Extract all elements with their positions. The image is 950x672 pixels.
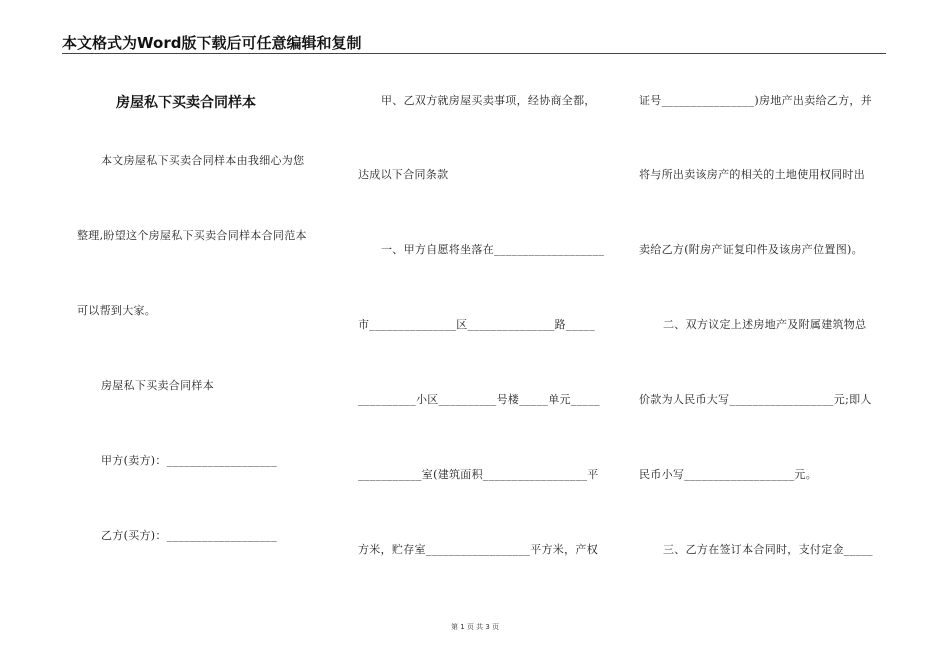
party-a-line: 甲方(卖方)：___________________ xyxy=(101,454,277,467)
clause-line: 卖给乙方(附房产证复印件及该房产位置图)。 xyxy=(639,243,863,256)
section-heading: 房屋私下买卖合同样本 xyxy=(101,379,214,392)
paragraph-line: 可以帮到大家。 xyxy=(77,304,157,317)
paragraph-line: 达成以下合同条款 xyxy=(358,168,449,181)
clause-line: 民币小写___________________元。 xyxy=(639,468,817,481)
clause-line: __________小区__________号楼_____单元_____ xyxy=(358,393,600,406)
clause-line: 二、双方议定上述房地产及附属建筑物总 xyxy=(663,318,867,331)
clause-line: 价款为人民币大写__________________元;即人 xyxy=(639,393,872,406)
page-number: 第 1 页 共 3 页 xyxy=(450,623,500,631)
clause-line: ___________室(建筑面积__________________平 xyxy=(358,468,599,481)
clause-line: 将与所出卖该房产的相关的土地使用权同时出 xyxy=(639,168,865,181)
document-header: 本文格式为Word版下载后可任意编辑和复制 xyxy=(62,34,362,52)
clause-line: 方米，贮存室__________________平方米，产权 xyxy=(358,543,598,556)
party-b-line: 乙方(买方)：___________________ xyxy=(101,529,277,542)
clause-line: 一、甲方自愿将坐落在___________________ xyxy=(381,243,605,256)
paragraph-line: 整理,盼望这个房屋私下买卖合同样本合同范本 xyxy=(77,229,307,242)
paragraph-line: 甲、乙双方就房屋买卖事项，经协商全都， xyxy=(381,94,596,107)
paragraph-line: 本文房屋私下买卖合同样本由我细心为您 xyxy=(101,154,305,167)
document-title: 房屋私下买卖合同样本 xyxy=(116,95,256,111)
clause-line: 市_______________区_______________路_____ xyxy=(358,318,595,331)
header-divider xyxy=(62,53,886,54)
clause-line: 证号________________)房地产出卖给乙方，并 xyxy=(639,94,872,107)
clause-line: 三、乙方在签订本合同时，支付定金_____ xyxy=(663,543,873,556)
